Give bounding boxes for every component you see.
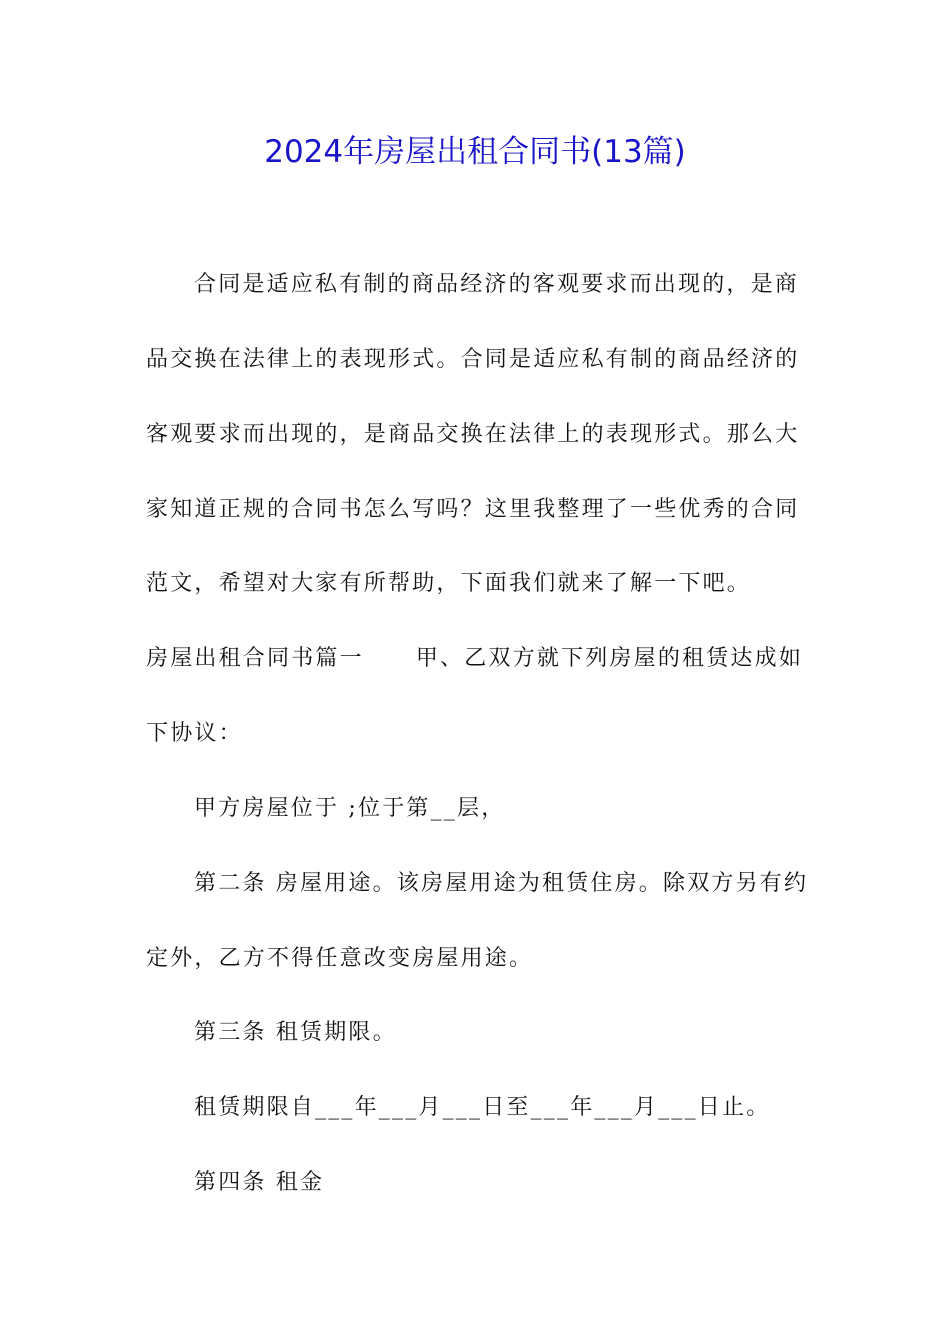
clause-line: 甲方房屋位于 ;位于第__层， bbox=[194, 796, 506, 821]
clause-line: 定外，乙方不得任意改变房屋用途。 bbox=[146, 946, 534, 971]
clause-line: 租赁期限自___年___月___日至___年___月___日止。 bbox=[194, 1095, 771, 1120]
paragraph-line: 范文，希望对大家有所帮助，下面我们就来了解一下吧。 bbox=[146, 571, 752, 596]
clause-line: 第二条 房屋用途。该房屋用途为租赁住房。除双方另有约 bbox=[194, 871, 809, 896]
section-heading: 房屋出租合同书篇一 bbox=[146, 646, 364, 671]
paragraph-line: 家知道正规的合同书怎么写吗？这里我整理了一些优秀的合同 bbox=[146, 497, 800, 522]
paragraph-line: 下协议： bbox=[146, 721, 243, 746]
section-intro: 甲、乙双方就下列房屋的租赁达成如 bbox=[415, 646, 804, 671]
paragraph-line: 客观要求而出现的，是商品交换在法律上的表现形式。那么大 bbox=[146, 422, 800, 447]
clause-line: 第四条 租金 bbox=[194, 1170, 325, 1195]
document-title: 2024年房屋出租合同书(13篇) bbox=[264, 134, 686, 170]
paragraph-line: 品交换在法律上的表现形式。合同是适应私有制的商品经济的 bbox=[146, 347, 800, 372]
section-line bbox=[146, 642, 803, 676]
clause-line: 第三条 租赁期限。 bbox=[194, 1020, 397, 1045]
paragraph-line: 合同是适应私有制的商品经济的客观要求而出现的，是商 bbox=[194, 272, 800, 297]
